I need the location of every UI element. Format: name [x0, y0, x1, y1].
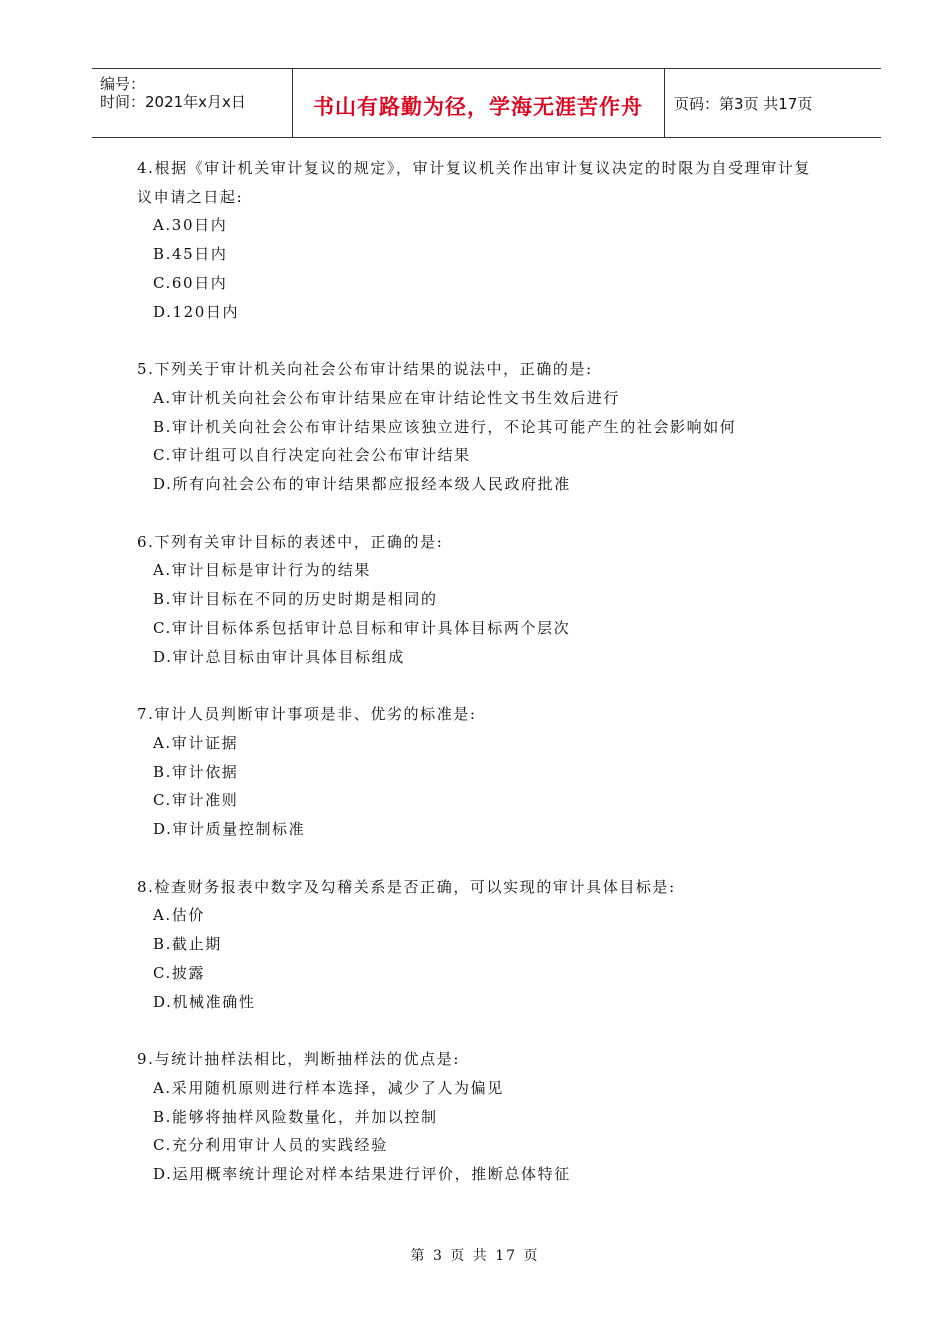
date-label: 时间：2021年x月x日 [100, 93, 246, 111]
question-block [137, 1045, 847, 1189]
answer-option: A.采用随机原则进行样本选择，减少了人为偏见 [153, 1078, 504, 1097]
motto-text: 书山有路勤为径，学海无涯苦作舟 [313, 95, 643, 119]
answer-option: B.截止期 [153, 935, 222, 954]
answer-option: C.审计准则 [153, 791, 239, 810]
answer-option: D.机械准确性 [153, 992, 256, 1011]
answer-option: A.30日内 [153, 216, 228, 235]
question-stem: 议申请之日起: [137, 187, 244, 206]
question-stem: 8.检查财务报表中数字及勾稽关系是否正确，可以实现的审计具体目标是: [137, 877, 676, 896]
question-block [137, 528, 847, 672]
answer-option: D.运用概率统计理论对样本结果进行评价，推断总体特征 [153, 1165, 571, 1184]
question-stem: 5.下列关于审计机关向社会公布审计结果的说法中，正确的是: [137, 360, 593, 379]
answer-option: B.45日内 [153, 245, 228, 264]
answer-option: C.60日内 [153, 273, 228, 292]
answer-option: A.审计证据 [153, 733, 239, 752]
question-block [137, 873, 847, 1017]
answer-option: B.审计机关向社会公布审计结果应该独立进行，不论其可能产生的社会影响如何 [153, 417, 737, 436]
question-list [137, 154, 847, 1218]
header-motto-cell [292, 69, 665, 137]
answer-option: D.审计质量控制标准 [153, 820, 306, 839]
answer-option: B.能够将抽样风险数量化，并加以控制 [153, 1107, 438, 1126]
page-header [92, 68, 881, 138]
question-block [137, 700, 847, 844]
serial-number-label: 编号： [100, 75, 146, 93]
answer-option: D.审计总目标由审计具体目标组成 [153, 647, 405, 666]
answer-option: B.审计目标在不同的历史时期是相同的 [153, 590, 438, 609]
answer-option: A.审计目标是审计行为的结果 [153, 561, 372, 580]
question-stem: 6.下列有关审计目标的表述中，正确的是: [137, 532, 444, 551]
question-stem: 7.审计人员判断审计事项是非、优劣的标准是: [137, 705, 477, 724]
answer-option: C.充分利用审计人员的实践经验 [153, 1136, 388, 1155]
answer-option: C.审计组可以自行决定向社会公布审计结果 [153, 446, 471, 465]
answer-option: A.审计机关向社会公布审计结果应在审计结论性文书生效后进行 [153, 388, 621, 407]
page-number-label: 页码：第3页 共17页 [674, 95, 813, 113]
page-footer: 第 3 页 共 17 页 [410, 1248, 540, 1264]
answer-option: B.审计依据 [153, 762, 239, 781]
answer-option: C.审计目标体系包括审计总目标和审计具体目标两个层次 [153, 618, 571, 637]
answer-option: D.120日内 [153, 302, 240, 321]
answer-option: C.披露 [153, 963, 206, 982]
header-meta-cell [92, 69, 293, 137]
answer-option: A.估价 [153, 906, 206, 925]
question-stem: 9.与统计抽样法相比，判断抽样法的优点是: [137, 1050, 460, 1069]
question-block [137, 355, 847, 499]
answer-option: D.所有向社会公布的审计结果都应报经本级人民政府批准 [153, 475, 571, 494]
header-page-cell [664, 69, 881, 137]
question-stem: 4.根据《审计机关审计复议的规定》，审计复议机关作出审计复议决定的时限为自受理审计复 [137, 159, 812, 177]
question-block [137, 154, 847, 326]
